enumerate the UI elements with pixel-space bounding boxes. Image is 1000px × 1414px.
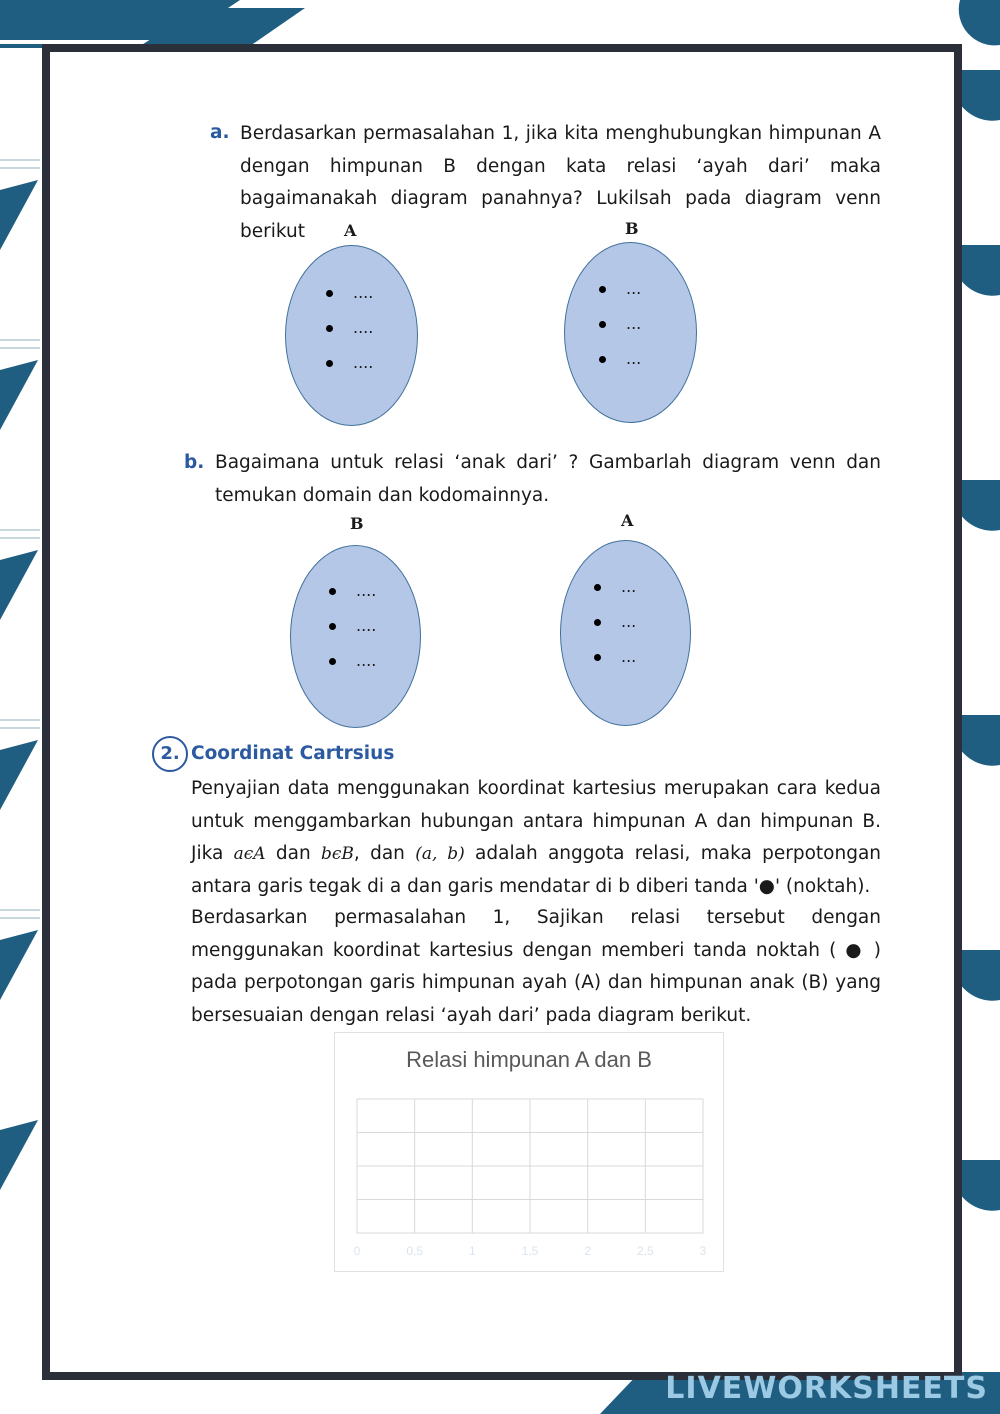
chart-x-tick-label: 0 [353, 1244, 361, 1258]
p1-dan: dan [275, 843, 311, 864]
p1-dan-2: , dan [353, 843, 405, 864]
section2-paragraph-1 [191, 773, 881, 903]
venn-a-left-item: .... [326, 283, 373, 302]
venn-b-right-ellipse [560, 540, 691, 726]
part-a-text: Berdasarkan permasalahan 1, jika kita menghubungkan himpunan A dengan himpunan B dengan kata relasi ‘ayah dari’ maka bagaimanakah diagram panahnya? Lukilsah pada diagram venn berikut [240, 123, 881, 242]
section-number-badge: 2. [152, 736, 188, 772]
chart-x-tick-label: 0,5 [406, 1244, 424, 1258]
venn-a-left-item: .... [326, 353, 373, 372]
venn-b-left-ellipse [290, 545, 421, 728]
chart-x-tick-label: 3 [699, 1244, 707, 1258]
venn-a-left-title: A [344, 221, 357, 240]
math-a-in-A: aϵA [233, 844, 266, 864]
venn-a-right-item: ... [599, 279, 641, 298]
venn-b-left-item: .... [329, 616, 376, 635]
venn-a-right-item: ... [599, 314, 641, 333]
chart-x-tick-label: 1,5 [521, 1244, 539, 1258]
part-b-label: b. [184, 452, 205, 473]
part-b-text: Bagaimana untuk relasi ‘anak dari’ ? Gambarlah diagram venn dan temukan domain dan kodomainnya. [215, 452, 881, 506]
left-stripe-decoration [0, 140, 44, 1340]
venn-b-right-item: ... [594, 612, 636, 631]
top-right-decoration [950, 0, 1000, 50]
venn-b-right-item: ... [594, 577, 636, 596]
section-heading: Coordinat Cartrsius [191, 743, 395, 764]
venn-a-left-item: .... [326, 318, 373, 337]
section2-paragraph-2: Berdasarkan permasalahan 1, Sajikan relasi tersebut dengan menggunakan koordinat kartesius dengan memberi tanda noktah ( ● ) pada perpotongan garis himpunan ayah (A) dan himpunan anak (B) yang bersesuaian dengan relasi ‘ayah dari’ pada diagram berikut. [191, 907, 881, 1026]
chart-container [334, 1032, 724, 1272]
venn-b-left-item: .... [329, 651, 376, 670]
liveworksheets-watermark: LIVEWORKSHEETS [665, 1371, 988, 1406]
chart-x-tick-label: 1 [468, 1244, 476, 1258]
chart-x-tick-label: 2 [584, 1244, 592, 1258]
venn-b-left-title: B [350, 514, 364, 533]
chart-title: Relasi himpunan A dan B [406, 1047, 652, 1072]
venn-b-right-item: ... [594, 647, 636, 666]
venn-b-left-item: .... [329, 581, 376, 600]
p1-end: adalah anggota relasi, maka perpotongan antara garis tegak di a dan garis mendatar di b diberi tanda '●' (noktah). [191, 843, 882, 897]
p1-start: Penyajian data menggunakan koordinat kartesius merupakan cara kedua untuk menggambarkan hubungan antara himpunan A dan himpunan B. Jika [191, 778, 881, 864]
venn-a-right-item: ... [599, 349, 641, 368]
venn-a-right-title: B [625, 219, 639, 238]
part-a-label: a. [210, 122, 230, 143]
chart-x-tick-label: 2,5 [636, 1244, 654, 1258]
venn-b-right-title: A [621, 511, 634, 530]
chart-plot [335, 1033, 723, 1271]
math-b-in-B: bϵB [321, 844, 354, 864]
math-pair: (a, b) [415, 844, 465, 864]
